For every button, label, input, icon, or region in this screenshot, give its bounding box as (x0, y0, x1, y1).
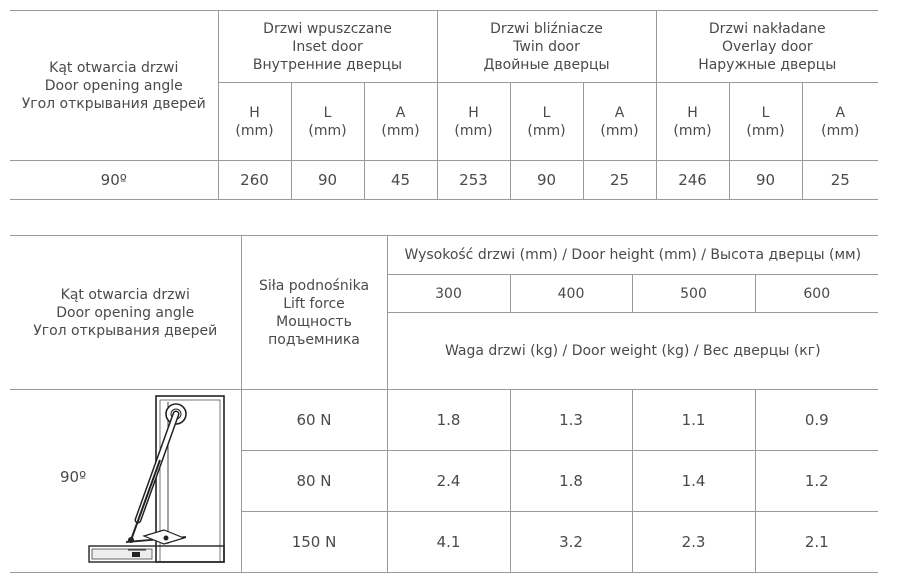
door-dimensions-table (10, 10, 878, 200)
subheader-a: A (mm) (583, 83, 656, 161)
weight-value: 1.8 (387, 390, 510, 451)
lift-mechanism-diagram (86, 392, 234, 570)
cell-value: 25 (802, 161, 878, 200)
weight-value: 0.9 (755, 390, 878, 451)
cell-value: 25 (583, 161, 656, 200)
subheader-l: L (mm) (291, 83, 364, 161)
angle-value: 90º (10, 161, 218, 200)
angle-header: Kąt otwarcia drzwi Door opening angle Угол открывания дверей (10, 11, 218, 161)
subheader-l: L (mm) (510, 83, 583, 161)
angle-cell (10, 390, 241, 573)
subheader-a: A (mm) (364, 83, 437, 161)
weight-value: 1.8 (510, 451, 632, 512)
weight-value: 4.1 (387, 512, 510, 573)
weight-value: 1.1 (632, 390, 755, 451)
lift-force-header: Siła podnośnika Lift force Мощность подъемника (241, 236, 387, 390)
table-row (10, 390, 878, 451)
angle-value: 90º (60, 468, 87, 486)
angle-header: Kąt otwarcia drzwi Door opening angle Угол открывания дверей (10, 236, 241, 390)
height-value: 400 (510, 275, 632, 313)
cell-value: 253 (437, 161, 510, 200)
door-height-header: Wysokość drzwi (mm) / Door height (mm) / Высота дверцы (мм) (387, 236, 878, 275)
force-value: 80 N (241, 451, 387, 512)
subheader-a: A (mm) (802, 83, 878, 161)
height-value: 300 (387, 275, 510, 313)
weight-value: 2.3 (632, 512, 755, 573)
weight-value: 3.2 (510, 512, 632, 573)
cell-value: 246 (656, 161, 729, 200)
lift-force-table (10, 235, 878, 573)
cell-value: 260 (218, 161, 291, 200)
overlay-door-header: Drzwi nakładane Overlay door Наружные дверцы (656, 11, 878, 83)
cell-value: 45 (364, 161, 437, 200)
weight-value: 1.4 (632, 451, 755, 512)
height-value: 600 (755, 275, 878, 313)
table-row (10, 161, 878, 200)
weight-value: 1.2 (755, 451, 878, 512)
door-weight-header: Waga drzwi (kg) / Door weight (kg) / Вес дверцы (кг) (387, 313, 878, 390)
weight-value: 2.1 (755, 512, 878, 573)
subheader-h: H (mm) (437, 83, 510, 161)
twin-door-header: Drzwi bliźniacze Twin door Двойные дверцы (437, 11, 656, 83)
cell-value: 90 (510, 161, 583, 200)
subheader-h: H (mm) (656, 83, 729, 161)
inset-door-header: Drzwi wpuszczane Inset door Внутренние дверцы (218, 11, 437, 83)
subheader-h: H (mm) (218, 83, 291, 161)
force-value: 60 N (241, 390, 387, 451)
cell-value: 90 (291, 161, 364, 200)
force-value: 150 N (241, 512, 387, 573)
weight-value: 1.3 (510, 390, 632, 451)
height-value: 500 (632, 275, 755, 313)
weight-value: 2.4 (387, 451, 510, 512)
subheader-l: L (mm) (729, 83, 802, 161)
cell-value: 90 (729, 161, 802, 200)
